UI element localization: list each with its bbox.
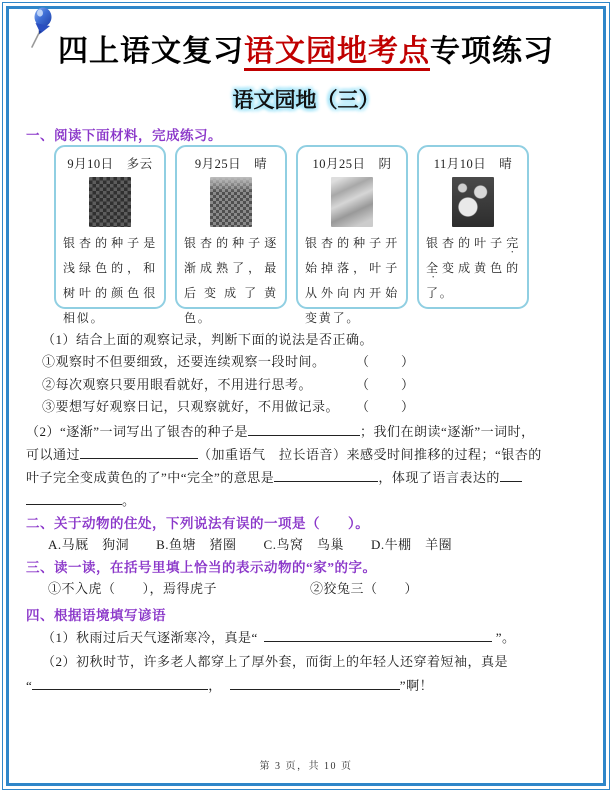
card1-text: 银杏的种子是浅绿色的，和树叶的颜色很相似。 bbox=[63, 236, 157, 325]
card4-text-pre: 银杏的叶子 bbox=[426, 236, 507, 250]
q2-line1-text-a: （2）“逐渐”一词写出了银杏的种子是 bbox=[26, 424, 249, 439]
fill-blank bbox=[264, 628, 492, 642]
judge-item-2-answer-parens: （ ） bbox=[356, 376, 417, 392]
q2-line2-text-a: 可以通过 bbox=[26, 447, 81, 462]
q2-line3-text-b: ，体现了语言表达的 bbox=[378, 470, 500, 485]
section4-question1 bbox=[42, 627, 588, 646]
question2-line2 bbox=[26, 443, 588, 466]
card2-text: 银杏的种子逐渐成熟了，最后变成了黄色。 bbox=[184, 236, 278, 325]
card1-date: 9月10日 多云 bbox=[67, 157, 153, 171]
ginkgo-falling-leaves-photo bbox=[331, 177, 373, 227]
observation-card-3 bbox=[296, 145, 408, 325]
s4-q2-comma: ， bbox=[208, 678, 222, 693]
question2-fill-blanks bbox=[26, 420, 588, 512]
title-highlight: 语文园地考点 bbox=[244, 35, 430, 71]
section2-heading: 二、关于动物的住处，下列说法有误的一项是（ ）。 bbox=[26, 516, 370, 531]
judge-item-1 bbox=[42, 351, 582, 374]
s4-q1-text: （1）秋雨过后天气逐渐寒冷，真是“ bbox=[42, 630, 258, 645]
section3-heading: 三、读一读，在括号里填上恰当的表示动物的“家”的字。 bbox=[26, 560, 377, 575]
s4-q2-open-quote: “ bbox=[26, 678, 33, 693]
fill-blank bbox=[230, 676, 400, 690]
question1-label: （1）结合上面的观察记录，判断下面的说法是否正确。 bbox=[42, 332, 374, 347]
question2-line3 bbox=[26, 466, 588, 489]
card3-date: 10月25日 阴 bbox=[312, 157, 392, 171]
question2-line4 bbox=[26, 489, 588, 512]
q2-line1-text-b: ；我们在朗读“逐渐”一词时， bbox=[360, 424, 535, 439]
card4-text-post: 变成黄色的了。 bbox=[426, 261, 520, 300]
section3-items bbox=[48, 578, 588, 598]
observation-card-2 bbox=[175, 145, 287, 325]
section3-item-1: ①不入虎（ ），焉得虎子 bbox=[48, 581, 218, 596]
judge-item-3 bbox=[42, 396, 582, 419]
ginkgo-ripe-seeds-photo bbox=[210, 177, 252, 227]
ginkgo-yellow-leaves-photo bbox=[452, 177, 494, 227]
page-title bbox=[0, 26, 612, 70]
section4-question2-line1: （2）初秋时节，许多老人都穿上了厚外套，而街上的年轻人还穿着短袖，真是 bbox=[42, 654, 509, 669]
q2-line2-text-b: （加重语气 拉长语音）来感受时间推移的过程；“银杏的 bbox=[198, 447, 542, 462]
title-prefix: 四上语文复习 bbox=[58, 35, 244, 68]
observation-card-1 bbox=[54, 145, 166, 325]
judge-item-3-answer-parens: （ ） bbox=[356, 399, 417, 414]
fill-blank bbox=[80, 445, 198, 459]
judge-item-3-text: ③要想写好观察日记，只观察就好，不用做记录。 bbox=[42, 399, 340, 414]
q2-line4-text: 。 bbox=[122, 493, 136, 508]
judge-item-1-answer-parens: （ ） bbox=[356, 354, 417, 369]
section3-item-2: ②狡兔三（ ） bbox=[310, 581, 419, 596]
ginkgo-seeds-photo bbox=[89, 177, 131, 227]
card2-date: 9月25日 晴 bbox=[194, 157, 268, 171]
card3-text: 银杏的种子开始掉落，叶子从外向内开始变黄了。 bbox=[305, 236, 399, 325]
page-number: 第 3 页，共 10 页 bbox=[259, 761, 353, 772]
judge-item-1-text: ①观察时不但要细致，还要连续观察一段时间。 bbox=[42, 354, 326, 369]
section4-heading: 四、根据语境填写谚语 bbox=[26, 608, 166, 623]
fill-blank bbox=[500, 468, 522, 482]
s4-q1-tail: ”。 bbox=[495, 630, 516, 645]
question1-judge-items bbox=[42, 351, 582, 419]
section2-options: A.马厩 狗洞 B.鱼塘 猪圈 C.鸟窝 鸟巢 D.牛棚 羊圈 bbox=[48, 537, 453, 552]
fill-blank bbox=[274, 468, 378, 482]
judge-item-2-text: ②每次观察只要用眼看就好，不用进行思考。 bbox=[42, 376, 313, 392]
fill-blank bbox=[26, 491, 122, 505]
observation-card-4 bbox=[417, 145, 529, 309]
section1-heading: 一、阅读下面材料，完成练习。 bbox=[26, 128, 222, 143]
judge-item-2 bbox=[42, 374, 582, 397]
q2-line3-text-a: 叶子完全变成黄色的了”中“完全”的意思是 bbox=[26, 470, 275, 485]
card4-emphasized-word: 完全 bbox=[426, 236, 520, 275]
card4-text bbox=[426, 231, 520, 306]
question2-line1 bbox=[26, 420, 588, 443]
fill-blank bbox=[248, 422, 360, 436]
title-suffix: 专项练习 bbox=[430, 35, 554, 68]
section4-question2-line2 bbox=[26, 675, 586, 694]
card4-date: 11月10日 晴 bbox=[433, 157, 513, 171]
s4-q2-tail: ”啊！ bbox=[399, 678, 434, 693]
observation-cards bbox=[54, 145, 529, 325]
fill-blank bbox=[32, 676, 208, 690]
page-subtitle: 语文园地（三） bbox=[232, 88, 380, 112]
